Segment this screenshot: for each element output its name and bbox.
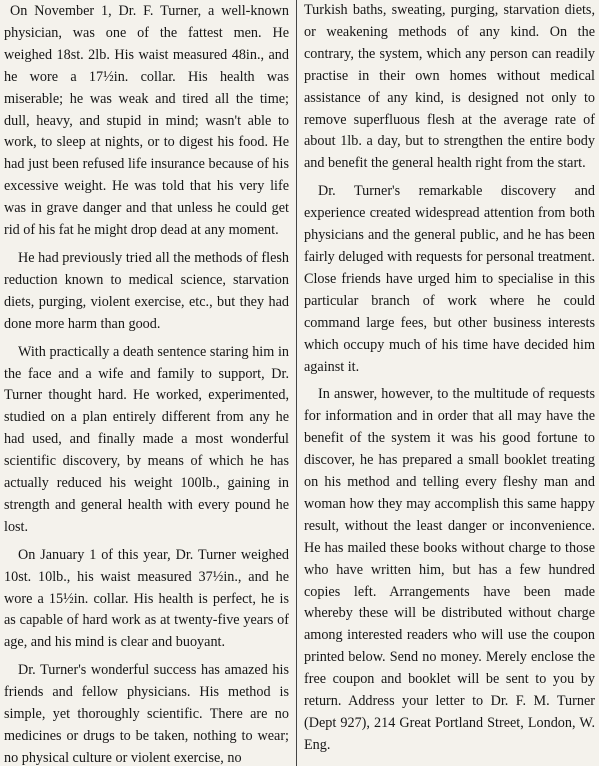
paragraph: On January 1 of this year, Dr. Turner weighed 10st. 10lb., his waist measured 37½in., and he wore a 15½in. collar. His health is perfect, he is as capable of hard work as at twenty-five years of age, and his mind is clear and buoyant. [4,546,289,651]
paragraph-continued: Turkish baths, sweating, purging, starvation diets, or weakening methods of any kind. On the contrary, the system, which any person can readily practise in their own homes without medical assistance of any kind, is designed not only to remove superfluous flesh at the average rate of about 1lb. a day, but to strengthen the entire body and benefit the general health right from the start. [304,2,595,172]
left-column [4,0,289,766]
paragraph: With practically a death sentence staring him in the face and a wife and family to support, Dr. Turner thought hard. He worked, experimented, studied on a plan entirely different from any he had used, and finally made a most wonderful scientific discovery, by means of which he has actually reduced his weight 100lb., gaining in strength and general health with every pound he lost. [4,343,289,535]
paragraph: He had previously tried all the methods of flesh reduction known to medical science, starvation diets, purging, violent exercise, etc., but they had done more harm than good. [4,249,289,332]
right-column [304,0,595,766]
paragraph: On November 1, Dr. F. Turner, a well-known physician, was one of the fattest men. He weighed 18st. 2lb. His waist measured 48in., and he wore a 17½in. collar. His health was miserable; he was weak and tired all the time; dull, heavy, and stupid in mind; wasn't able to work, to sleep at nights, or to digest his food. He had just been refused life insurance because of his excessive weight. He was told that his very life was in grave danger and that unless he could get rid of his fat he might drop dead at any moment. [4,3,289,239]
paragraph: Dr. Turner's remarkable discovery and experience created widespread attention from both physicians and the general public, and he has been fairly deluged with requests for personal treatment. Close friends have urged him to specialise in this particular branch of work where he could command large fees, but other business interests which occupy much of his time have decided him against it. [304,183,595,375]
paragraph: Dr. Turner's wonderful success has amazed his friends and fellow physicians. His method is simple, yet thoroughly scientific. There are no medicines or drugs to be taken, nothing to wear; no physical culture or violent exercise, no [4,662,289,766]
column-divider [296,0,297,766]
paragraph: In answer, however, to the multitude of requests for information and in order that all may have the benefit of the system it was his good fortune to discover, he has prepared a small booklet treating on his method and telling every fleshy man and woman how they may accomplish this same happy result, without the least danger or inconvenience. He has mailed these books without charge to those who have written him, but has a few hundred copies left. Arrangements have been made whereby these will be distributed without charge among interested readers who will use the coupon printed below. Send no money. Merely enclose the free coupon and booklet will be sent to you by return. Address your letter to Dr. F. M. Turner (Dept 927), 214 Great Portland Street, London, W. Eng. [304,386,595,753]
